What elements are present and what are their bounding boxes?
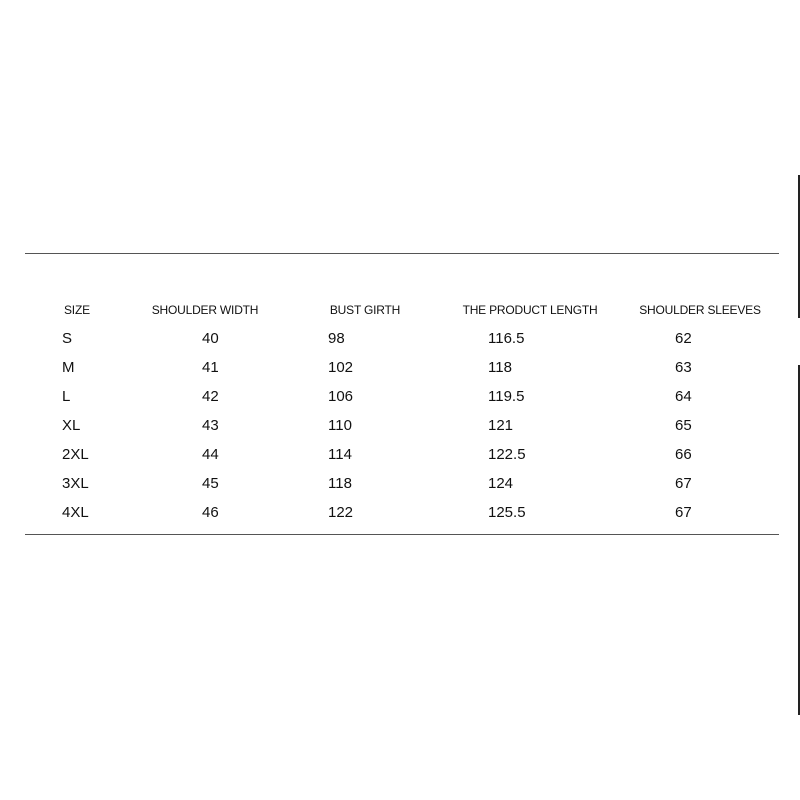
header-product-length: THE PRODUCT LENGTH (462, 303, 598, 317)
cell-product-length: 121 (488, 417, 514, 434)
cell-bust-girth: 110 (328, 417, 352, 434)
cell-size: XL (62, 417, 81, 434)
cell-shoulder-sleeves: 63 (675, 359, 692, 376)
cell-size: L (62, 388, 71, 405)
header-shoulder-width: SHOULDER WIDTH (151, 303, 259, 317)
table-row (30, 382, 780, 411)
cell-shoulder-width: 44 (202, 446, 219, 463)
cell-bust-girth: 98 (328, 330, 345, 347)
cell-bust-girth: 122 (328, 504, 354, 521)
bottom-divider (25, 534, 779, 535)
cell-bust-girth: 106 (328, 388, 354, 405)
cell-product-length: 116.5 (488, 330, 525, 347)
cell-shoulder-sleeves: 67 (675, 504, 692, 521)
table-row (30, 498, 780, 527)
table-row (30, 469, 780, 498)
cell-size: M (62, 359, 75, 376)
cell-bust-girth: 118 (328, 475, 352, 492)
cell-shoulder-width: 43 (202, 417, 219, 434)
cell-product-length: 122.5 (488, 446, 526, 463)
cell-bust-girth: 114 (328, 446, 352, 463)
table-row (30, 353, 780, 382)
cell-shoulder-width: 42 (202, 388, 219, 405)
cell-shoulder-sleeves: 65 (675, 417, 692, 434)
cell-shoulder-sleeves: 67 (675, 475, 692, 492)
header-bust-girth: BUST GIRTH (329, 303, 401, 317)
table-row (30, 324, 780, 353)
cell-size: 2XL (62, 446, 89, 463)
cell-size: 3XL (62, 475, 89, 492)
cell-product-length: 118 (488, 359, 512, 376)
table-row (30, 411, 780, 440)
cell-product-length: 119.5 (488, 388, 525, 405)
header-size: SIZE (64, 303, 90, 317)
cell-bust-girth: 102 (328, 359, 354, 376)
cell-shoulder-width: 40 (202, 330, 219, 347)
cell-shoulder-sleeves: 66 (675, 446, 692, 463)
size-chart-table (30, 296, 780, 527)
header-shoulder-sleeves: SHOULDER SLEEVES (639, 303, 761, 317)
cell-product-length: 124 (488, 475, 514, 492)
cell-shoulder-sleeves: 62 (675, 330, 692, 347)
cell-shoulder-sleeves: 64 (675, 388, 692, 405)
table-row (30, 440, 780, 469)
cell-product-length: 125.5 (488, 504, 526, 521)
cell-shoulder-width: 41 (202, 359, 219, 376)
cell-shoulder-width: 46 (202, 504, 219, 521)
table-header-row (30, 296, 780, 324)
top-divider (25, 253, 779, 254)
cell-shoulder-width: 45 (202, 475, 219, 492)
cell-size: S (62, 330, 73, 347)
cell-size: 4XL (62, 504, 89, 521)
